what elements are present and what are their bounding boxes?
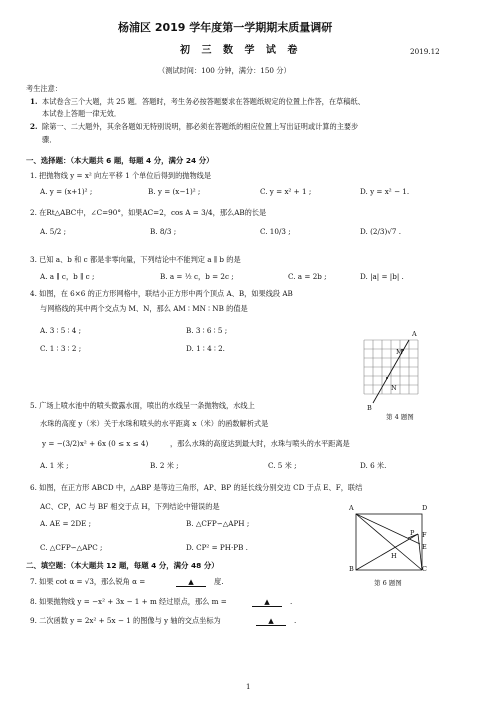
q1-option-d: D. y = x² − 1.: [360, 187, 410, 196]
q4-label-a: A: [412, 330, 417, 338]
q6-label-h: H: [391, 552, 397, 560]
q3-option-a: A. a ∥ c，b ∥ c ;: [40, 272, 95, 281]
q2-option-c: C. 10/3 ;: [260, 227, 291, 236]
q6-square-figure: [350, 510, 430, 574]
q4-label-m: M: [396, 348, 403, 356]
q4-option-d: D. 1 ∶ 4 ∶ 2.: [186, 344, 225, 353]
q6-figure-caption: 第 6 题图: [374, 579, 402, 587]
q8-answer-blank[interactable]: ▲: [252, 598, 282, 607]
q1-option-a: A. y = (x+1)² ;: [40, 187, 93, 196]
q7-stem: 7. 如果 cot α = √3，那么锐角 α =: [30, 577, 146, 586]
q2-stem: 2. 在Rt△ABC中，∠C=90°，如果AC=2，cos A = 3/4，那么AB的长是: [30, 208, 267, 217]
q2-option-b: B. 8/3 ;: [150, 227, 177, 236]
q4-stem: 4. 如图，在 6×6 的正方形网格中，联结小正方形中两个顶点 A、B，如果线段 AB: [30, 289, 293, 298]
q8-tail: .: [290, 597, 293, 606]
q5-formula: y = −(3/2)x² + 6x (0 ≤ x ≤ 4): [42, 439, 149, 448]
q5-option-b: B. 2 米 ;: [150, 461, 179, 470]
q6-option-a: A. AE = 2DE ;: [40, 519, 92, 528]
q3-stem: 3. 已知 a、b 和 c 都是非零向量，下列结论中不能判定 a ∥ b 的是: [30, 255, 241, 264]
q1-option-b: B. y = (x−1)² ;: [148, 187, 201, 196]
exam-info: （测试时间：100 分钟，满分：150 分）: [158, 66, 291, 75]
q6-label-a: A: [349, 504, 354, 512]
q1-option-c: C. y = x² + 1 ;: [260, 187, 312, 196]
q6-label-d: D: [422, 504, 428, 512]
exam-date: 2019.12: [410, 47, 440, 56]
q6-label-b: B: [349, 565, 354, 573]
note-1-line-1: 本试卷含三个大题，共 25 题．答题时，考生务必按答题要求在答题纸规定的位置上作答，在草稿纸、: [42, 97, 365, 106]
q1-stem: 1. 把抛物线 y = x² 向左平移 1 个单位后得到的抛物线是: [30, 171, 212, 180]
q5-option-d: D. 6 米.: [360, 461, 387, 470]
q6-option-d: D. CP² = PH·PB .: [186, 543, 248, 552]
q7-tail: 度.: [214, 577, 224, 586]
q3-option-b: B. a = ½ c，b = 2c ;: [160, 272, 234, 281]
q6-stem: 6. 如图，在正方形 ABCD 中，△ABP 是等边三角形，AP、BP 的延长线分别交边 CD 于点 E、F，联结: [30, 483, 363, 492]
note-2-line-1: 除第一、二大题外，其余各题如无特别说明，都必须在答题纸的相应位置上写出证明或计算的主要步: [42, 122, 359, 131]
q6-option-b: B. △CFP∽△APH ;: [186, 519, 250, 528]
q3-option-d: D. |a| = |b| .: [360, 272, 404, 281]
q5-stem-line-3: ，那么水珠的高度达到最大时，水珠与喷头的水平距离是: [170, 439, 350, 448]
q4-option-a: A. 3 ∶ 5 ∶ 4 ;: [40, 326, 82, 335]
note-1-line-2: 本试卷上答题一律无效．: [42, 109, 122, 118]
note-2-line-2: 骤．: [42, 135, 57, 144]
q6-label-f: F: [422, 531, 427, 539]
q6-label-e: E: [422, 543, 427, 551]
q2-option-a: A. 5/2 ;: [40, 227, 67, 236]
q7-answer-blank[interactable]: ▲: [176, 578, 206, 587]
q5-stem-line-2: 水珠的高度 y（米）关于水珠和喷头的水平距离 x（米）的函数解析式是: [40, 419, 269, 428]
q5-option-c: C. 5 米 ;: [268, 461, 297, 470]
q4-option-c: C. 1 ∶ 3 ∶ 2 ;: [40, 344, 82, 353]
section-2-heading: 二、填空题：（本大题共 12 题，每题 4 分，满分 48 分）: [26, 561, 219, 570]
page-number: 1: [246, 683, 251, 691]
q9-answer-blank[interactable]: ▲: [256, 617, 286, 626]
section-1-heading: 一、选择题：（本大题共 6 题，每题 4 分，满分 24 分）: [26, 156, 214, 165]
q4-stem-line-2: 与网格线的其中两个交点为 M、N，那么 AM ∶ MN ∶ NB 的值是: [40, 304, 248, 313]
page-title: 杨浦区 2019 学年度第一学期期末质量调研: [118, 21, 333, 34]
notes-heading: 考生注意：: [26, 84, 62, 93]
note-2-number: 2.: [30, 122, 38, 131]
q4-label-b: B: [367, 404, 372, 412]
q5-option-a: A. 1 米 ;: [40, 461, 69, 470]
q4-figure-caption: 第 4 题图: [386, 413, 414, 421]
page-subtitle: 初 三 数 学 试 卷: [180, 45, 302, 56]
q6-option-c: C. △CFP∽△APC ;: [40, 543, 103, 552]
q8-stem: 8. 如果抛物线 y = −x² + 3x − 1 + m 经过原点，那么 m =: [30, 597, 227, 606]
q2-option-d: D. (2/3)√7 .: [360, 227, 401, 236]
q9-tail: .: [294, 616, 297, 625]
q4-label-n: N: [391, 384, 397, 392]
note-1-number: 1.: [30, 97, 38, 106]
q6-label-c: C: [422, 565, 427, 573]
q5-stem: 5. 广场上喷水池中的喷头微露水面，喷出的水线呈一条抛物线，水线上: [30, 401, 255, 410]
q4-option-b: B. 3 ∶ 6 ∶ 5 ;: [186, 326, 228, 335]
q6-label-p: P: [410, 529, 415, 537]
q3-option-c: C. a = 2b ;: [288, 272, 327, 281]
q6-stem-line-2: AC、CP，AC 与 BF 相交于点 H，下列结论中错误的是: [40, 502, 220, 511]
q9-stem: 9. 二次函数 y = 2x² + 5x − 1 的图像与 y 轴的交点坐标为: [30, 616, 221, 625]
q4-grid-figure: [362, 338, 422, 412]
